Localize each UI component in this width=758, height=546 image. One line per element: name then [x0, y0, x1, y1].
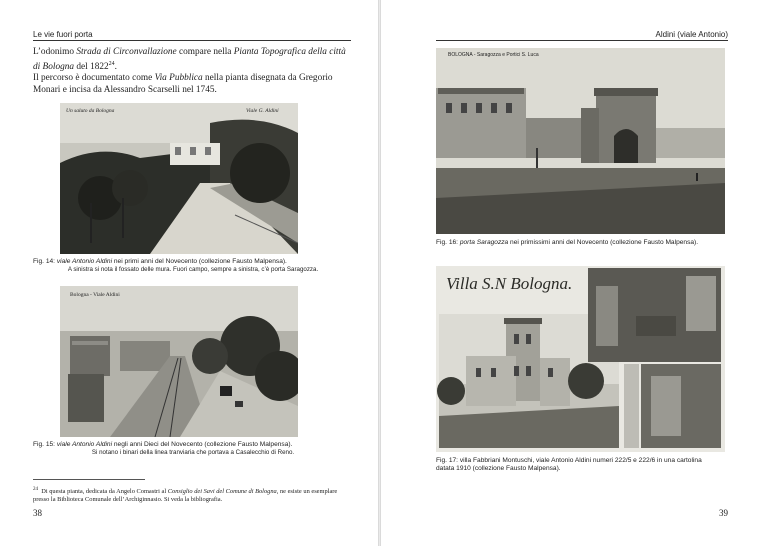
fig14-caption: Fig. 14: viale Antonio Aldini nei primi anni del Novecento (collezione Fausto Malpensa). A sinistra si nota il fossato delle mura. Fuori campo, sempre a sinistra, c’è porta Saragozza. — [33, 258, 353, 275]
fig15-caption-line2: Si notano i binari della linea tranviaria che portava a Casalecchio di Reno. — [91, 449, 295, 457]
fig14-photo-label-left: Un saluto da Bologna — [66, 108, 115, 114]
running-header-right: Aldini (viale Antonio) — [655, 30, 728, 39]
fig14-photo — [60, 103, 298, 254]
fig16-photo-label: BOLOGNA - Saragozza e Portici S. Luca — [448, 52, 539, 58]
fig16-caption: Fig. 16: porta Saragozza nei primissimi anni del Novecento (collezione Fausto Malpensa). — [436, 239, 699, 246]
header-rule-right — [436, 40, 728, 41]
fig15-caption: Fig. 15: viale Antonio Aldini negli anni Dieci del Novecento (collezione Fausto Malpensa). Si notano i binari della linea tranviaria che portava a Casalecchio di Reno. — [33, 441, 353, 458]
fig17-caption: Fig. 17: villa Fabbriani Montuschi, viale Antonio Aldini numeri 222/5 e 222/6 in una cartolina datata 1910 (collezione Fausto Malpensa). — [436, 457, 702, 473]
fig15-photo-label: Bologna - Viale Aldini — [70, 292, 120, 298]
paragraph-2: Il percorso è documentato come Via Pubblica nella pianta disegnata da Gregorio Monari e incisa da Alessandro Scarselli nel 1745. — [33, 73, 333, 95]
fig16-photo — [436, 48, 725, 234]
page-number-left: 38 — [33, 508, 42, 518]
paragraph-1: L’odonimo Strada di Circonvallazione compare nella Pianta Topografica della città di Bologna del 1822$^{24}$. — [33, 47, 346, 72]
fig14-photo-label-right: Viale G. Aldini — [246, 108, 279, 114]
left-page — [0, 0, 378, 546]
fig15-photo — [60, 286, 298, 437]
body-text — [33, 47, 351, 96]
footnote: $^{24}$ Di questa pianta, dedicata da Angelo Comastri al Consiglio dei Savi del Comune di Bologna, ne esiste un esemplare presso la Biblioteca Comunale dell’Archiginnasio. Si veda la bibliografia. — [33, 487, 338, 504]
running-header-left: Le vie fuori porta — [33, 30, 93, 39]
fig17-photo — [436, 266, 725, 452]
fig17-photo-title: Villa S.N Bologna. — [446, 274, 573, 293]
footnote-rule — [33, 479, 145, 480]
footnote-ref: 24 — [108, 60, 115, 67]
header-rule-left — [33, 40, 351, 41]
fig14-caption-line2: A sinistra si nota il fossato delle mura. Fuori campo, sempre a sinistra, c’è porta Saragozza. — [67, 266, 319, 274]
right-page — [381, 0, 758, 546]
page-number-right: 39 — [719, 508, 728, 518]
